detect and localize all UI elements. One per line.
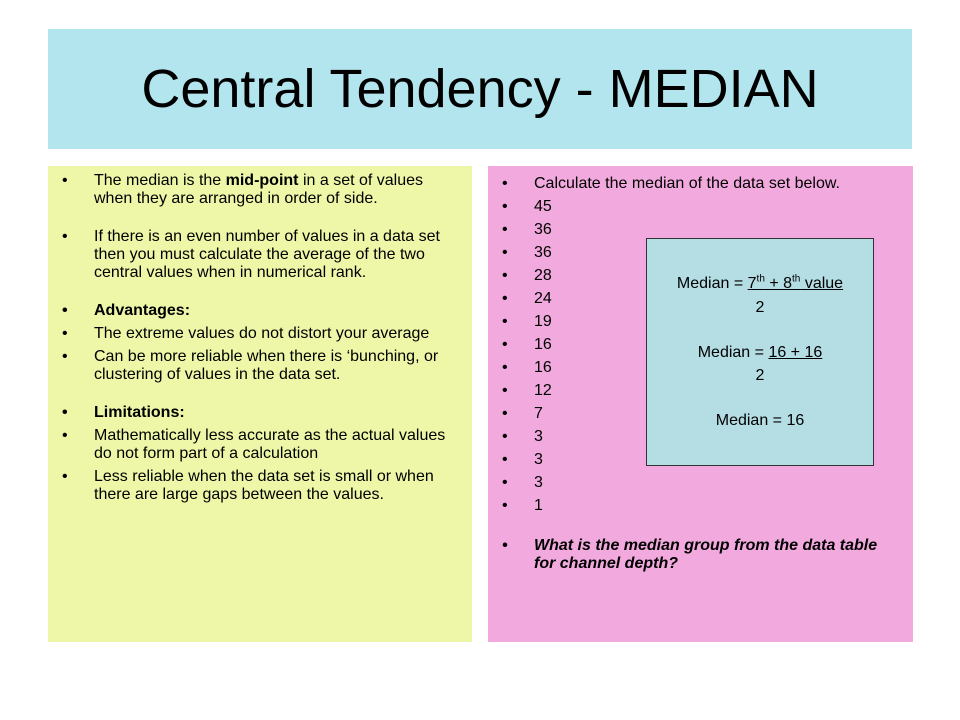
data-value: • 45 bbox=[502, 195, 899, 218]
median-substitution-line: Median = 16 + 16 bbox=[697, 344, 823, 361]
data-value: • 16 bbox=[502, 333, 899, 356]
data-value: • 7 bbox=[502, 402, 899, 425]
formula-denominator: 2 bbox=[755, 299, 765, 316]
list-item-limitation: • Less reliable when the data set is small or when there are large gaps between the values. bbox=[62, 468, 458, 504]
data-value: • 24 bbox=[502, 287, 899, 310]
median-formula-line: Median = 7th + 8th value bbox=[676, 273, 844, 292]
data-value: • 36 bbox=[502, 241, 899, 264]
data-value: • 36 bbox=[502, 218, 899, 241]
data-value: • 3 bbox=[502, 448, 899, 471]
list-item-advantage: • The extreme values do not distort your average bbox=[62, 325, 458, 343]
data-value: • 1 bbox=[502, 494, 899, 517]
data-value: • 16 bbox=[502, 356, 899, 379]
left-bullet-list bbox=[62, 172, 458, 504]
data-value: • 3 bbox=[502, 425, 899, 448]
list-item-limitation: • Mathematically less accurate as the actual values do not form part of a calculation bbox=[62, 427, 458, 463]
substitution-denominator: 2 bbox=[755, 367, 765, 384]
question-text: • What is the median group from the data table for channel depth? bbox=[502, 537, 899, 573]
title-banner bbox=[48, 29, 912, 149]
data-value: • 19 bbox=[502, 310, 899, 333]
limitations-heading: • Limitations: bbox=[62, 404, 458, 422]
data-value: • 3 bbox=[502, 471, 899, 494]
exercise-intro: • Calculate the median of the data set below. bbox=[502, 172, 899, 195]
substitution-numerator: 16 + 16 bbox=[768, 344, 823, 361]
list-item-even-values: • If there is an even number of values in a data set then you must calculate the average of the two central values when in numerical rank. bbox=[62, 228, 458, 282]
median-calculation-box bbox=[646, 238, 874, 466]
left-text-panel bbox=[48, 166, 472, 642]
data-value: • 12 bbox=[502, 379, 899, 402]
advantages-heading: • Advantages: bbox=[62, 302, 458, 320]
formula-numerator: 7th + 8th value bbox=[747, 273, 844, 292]
list-item-definition: • The median is the mid-point in a set of values when they are arranged in order of side. bbox=[62, 172, 458, 208]
data-value: • 28 bbox=[502, 264, 899, 287]
mid-point-term: mid-point bbox=[225, 172, 299, 189]
page-title: Central Tendency - MEDIAN bbox=[141, 59, 819, 119]
list-item-advantage: • Can be more reliable when there is ‘bunching, or clustering of values in the data set. bbox=[62, 348, 458, 384]
median-result: Median = 16 bbox=[715, 412, 805, 429]
